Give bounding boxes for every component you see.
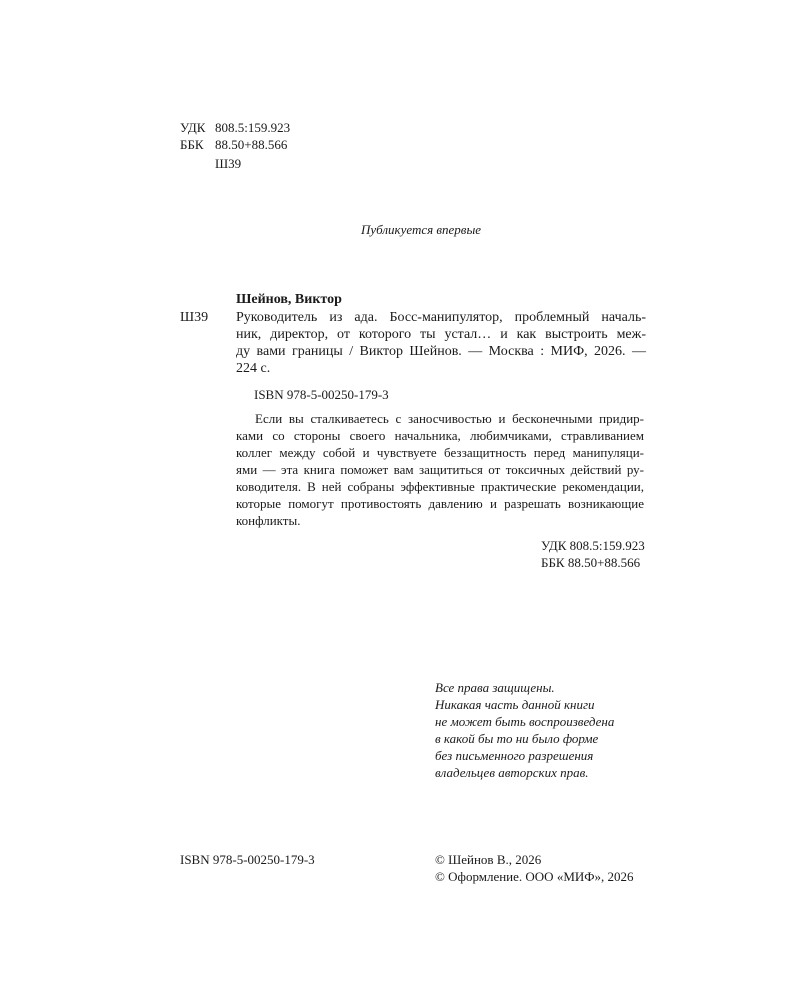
udk-label: УДК — [180, 120, 206, 135]
annotation — [236, 410, 644, 529]
title-line: ник, директор, от которого ты устал… и как выстроить меж- — [236, 327, 646, 342]
rights-line: владельцев авторских прав. — [435, 765, 589, 780]
copyright-block — [435, 851, 634, 885]
annotation-line: ками со стороны своего начальника, любимчиками, стравливанием — [236, 428, 644, 443]
bibliographic-description — [236, 309, 646, 377]
rights-line: не может быть воспроизведена — [435, 714, 615, 729]
title-line: Руководитель из ада. Босс-манипулятор, проблемный началь- — [236, 310, 646, 325]
annotation-line: ями — эта книга поможет вам защититься от токсичных действий ру- — [236, 462, 644, 477]
annotation-line: конфликты. — [236, 513, 301, 528]
udk-right: УДК 808.5:159.923 — [541, 538, 645, 553]
classification-block-right — [541, 537, 645, 571]
udk-value: 808.5:159.923 — [215, 120, 291, 135]
rights-line: без письменного разрешения — [435, 748, 594, 763]
author-heading: Шейнов, Виктор — [236, 292, 342, 307]
title-line: 224 с. — [236, 361, 271, 376]
udk-row — [180, 119, 290, 136]
rights-line: в какой бы то ни было форме — [435, 731, 599, 746]
bbk-label: ББК — [180, 137, 204, 152]
copyright-line: © Шейнов В., 2026 — [435, 852, 542, 867]
copyright-line: © Оформление. ООО «МИФ», 2026 — [435, 869, 634, 884]
annotation-line: Если вы сталкиваетесь с заносчивостью и бесконечными придир- — [255, 411, 644, 426]
rights-notice — [435, 679, 614, 781]
annotation-line: ководителя. В ней собраны эффективные практические рекомендации, — [236, 479, 644, 494]
annotation-line: которые помогут противостоять давлению и разрешать возникающие — [236, 496, 644, 511]
author-code-top: Ш39 — [215, 156, 242, 171]
bbk-right: ББК 88.50+88.566 — [541, 555, 641, 570]
isbn-bottom: ISBN 978-5-00250-179-3 — [180, 852, 315, 867]
annotation-line: коллег между собой и чувствуете беззащитность перед манипуляци- — [236, 445, 644, 460]
title-line: ду вами границы / Виктор Шейнов. — Москва : МИФ, 2026. — — [236, 344, 646, 359]
classification-block-top — [180, 119, 290, 153]
rights-line: Никакая часть данной книги — [435, 697, 595, 712]
rights-line: Все права защищены. — [435, 680, 555, 695]
catalog-code: Ш39 — [180, 310, 209, 325]
first-publication-note: Публикуется впервые — [360, 222, 482, 237]
bbk-value: 88.50+88.566 — [215, 137, 288, 152]
isbn-middle: ISBN 978-5-00250-179-3 — [254, 387, 389, 402]
bbk-row — [180, 136, 290, 153]
